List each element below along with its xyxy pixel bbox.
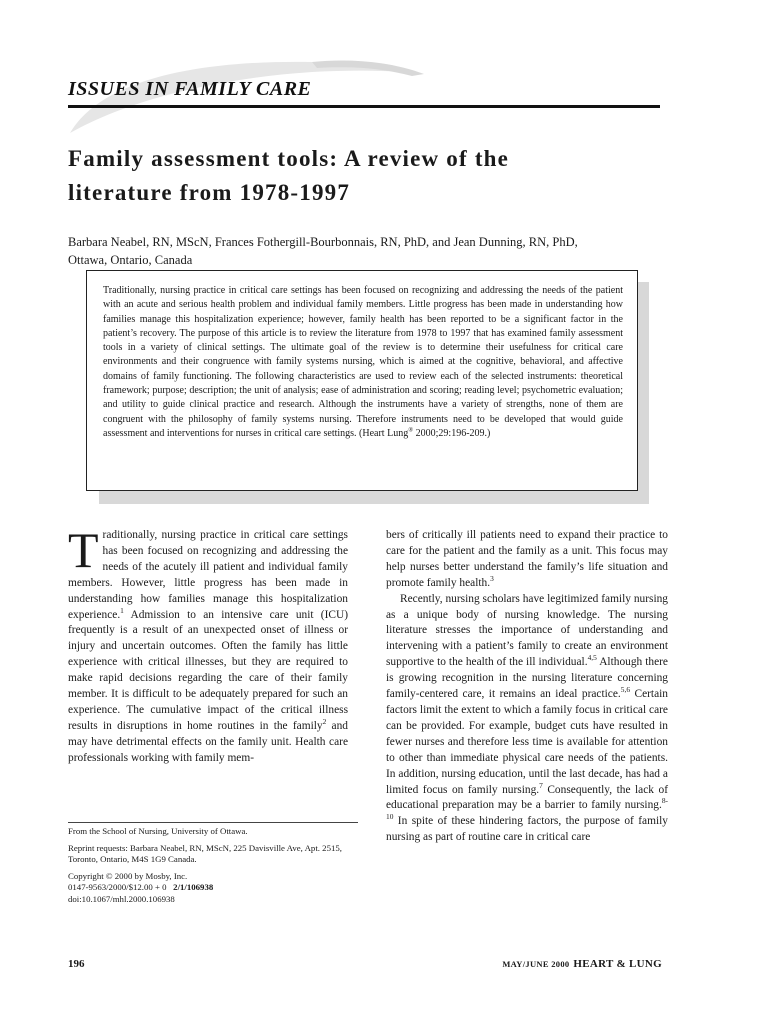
text-run: Consequently, the lack of educational preparation may be a barrier to family nursing. (386, 783, 668, 812)
text-run: raditionally, nursing practice in critical care settings has been focused on recognizing and addressing the needs of the acutely ill patient and individual family members. However, little progress has been made in understanding how families manage this hospitalization experience. (68, 529, 348, 621)
text-run: Admission to an intensive care unit (ICU) frequently is a result of an unexpected onset of illness or injury and uncertain outcomes. Often the family has little experience with critical illnesses, but they are required to make rapid decisions regarding the care of their family member. It is difficult to be adequately prepared for such an experience. The cumulative impact of the critical illness results in disruptions in home routines in the family (68, 608, 348, 732)
paragraph (386, 528, 668, 592)
authors-line-2: Ottawa, Ontario, Canada (68, 253, 193, 267)
paragraph (386, 592, 668, 847)
text-run: bers of critically ill patients need to expand their practice to care for the patient and the family as a unit. This focus may help nurses better understand the family’s life situation and promote family health. (386, 529, 668, 589)
reprint-note: Reprint requests: Barbara Neabel, RN, MScN, 225 Davisville Ave, Apt. 2515, Toronto, Ontario, M4S 1G9 Canada. (68, 842, 342, 865)
title-line-1: Family assessment tools: A review of the (68, 146, 510, 171)
publication-info (68, 871, 358, 906)
text-run: and may have detrimental effects on the family unit. Health care professionals working with family mem- (68, 719, 348, 764)
reference-marker: 3 (490, 573, 494, 583)
abstract-text: Traditionally, nursing practice in critical care settings has been focused on recognizing and addressing the needs of the patient with an acute and serious health problem and individual family members. Little progress has been made in understanding how families manage this hospitalization experience; however, family health has been reported to be a significant factor in the patient’s recovery. The purpose of this article is to review the literature from 1978 to 1997 that has examined family assessment tools in a variety of clinical settings. The ultimate goal of the review is to determine their usefulness for critical care environments and their congruence with family systems nursing, which is aimed at the cognitive, behavioral, and affective domains of family functioning. The following characteristics are used to review each of the selected instruments: theoretical framework; purpose; description; the unit of analysis; ease of administration and scoring; reading level; psychometric evaluation; and utility to guide clinical practice and research. Although the instruments have a variety of strengths, none of them are congruent with the philosophy of family systems nursing. Therefore instruments need to be developed that would guide assessment and interventions for nurses in critical care settings. (103, 285, 623, 439)
abstract-citation (357, 428, 491, 439)
reference-marker: 8-10 (386, 796, 668, 822)
text-run: Although there is growing recognition in the nursing literature concerning family-centered care, it remains an ideal practice. (386, 656, 668, 701)
body-column-left (68, 522, 348, 767)
citation-sup: ® (408, 426, 414, 434)
text-run: In spite of these hindering factors, the purpose of family nursing as part of routine care in critical care (386, 815, 668, 844)
text-run: Recently, nursing scholars have legitimized family nursing as a unique body of nursing knowledge. The nursing literature stresses the importance of understanding and intervening with a patient’s family to create an environment supportive to the health of the ill individual. (386, 592, 668, 669)
doi-line: doi:10.1067/mhl.2000.106938 (68, 893, 175, 904)
reference-marker: 2 (322, 717, 327, 727)
title-line-2: literature from 1978-1997 (68, 180, 351, 205)
journal-name: HEART & LUNG (573, 958, 662, 970)
article-title (68, 142, 668, 210)
header-rule (68, 105, 660, 108)
reference-marker: 7 (539, 780, 543, 790)
section-header: ISSUES IN FAMILY CARE (68, 78, 312, 100)
running-footer (502, 958, 662, 970)
citation-post: 2000;29:196-209.) (413, 427, 491, 439)
reference-marker: 5,6 (620, 685, 631, 695)
authors-line-1: Barbara Neabel, RN, MScN, Frances Fothergill-Bourbonnais, RN, PhD, and Jean Dunning, RN, PhD, (68, 235, 578, 249)
author-list (68, 233, 668, 269)
citation-pre: (Heart Lung (356, 427, 409, 439)
affiliation-note: From the School of Nursing, University of Ottawa. (68, 826, 248, 836)
paragraph (68, 522, 348, 767)
copyright-line: Copyright © 2000 by Mosby, Inc. (68, 870, 188, 881)
footnotes (68, 822, 358, 906)
body-column-right (386, 528, 668, 846)
page-number: 196 (68, 958, 85, 970)
text-run: Certain factors limit the extent to which a family focus in critical care can be provided. For example, budget cuts have resulted in fewer nurses and therefore less time is available for attention to other than immediate physical care needs of the patients. In addition, nursing education, until the last decade, has had a limited focus on family nursing. (386, 688, 669, 796)
drop-cap: T (68, 522, 99, 578)
reference-marker: 4,5 (587, 653, 597, 663)
reference-marker: 1 (120, 605, 124, 615)
abstract-box (86, 270, 638, 491)
issn-code: 2/1/106938 (173, 882, 214, 893)
issn-line: 0147-9563/2000/$12.00 + 0 (68, 882, 167, 893)
issue-date: MAY/JUNE 2000 (502, 959, 570, 969)
